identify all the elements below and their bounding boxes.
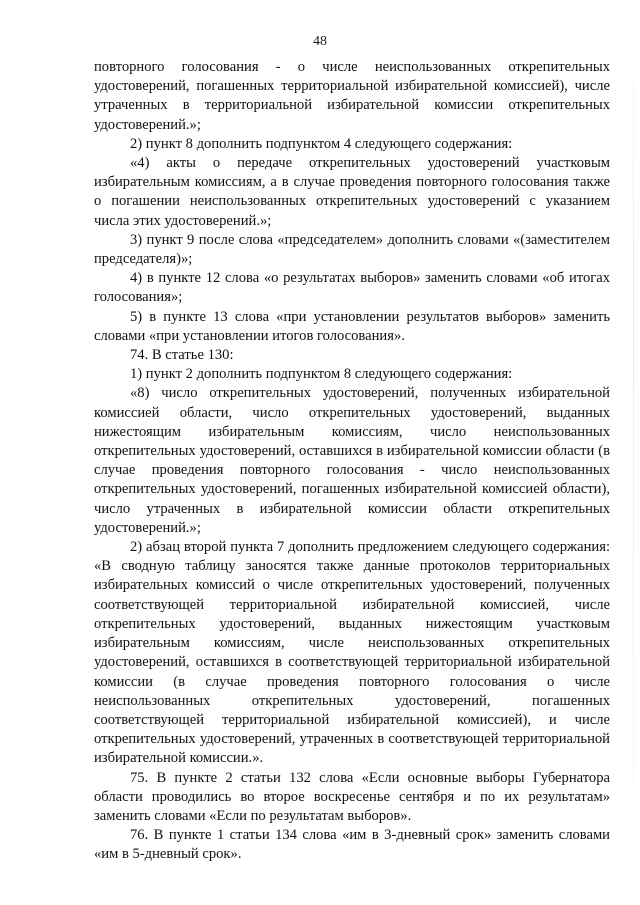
paragraph-item-2-point-7: 2) абзац второй пункта 7 дополнить предложением следующего содержания: «В сводную таблицу заносятся также данные протоколов территориальных избирательных комиссий о числе открепительных удостоверений, полученных соответствующей территориальной избирательной комиссией, числе открепительных удостоверений, выданных нижестоящим участковым избирательным комиссиям, числе неиспользованных открепительных удостоверений, оставшихся в соответствующей территориальной избирательной комиссии (в случае проведения повторного голосования о числе неиспользованных открепительных удостоверений, погашенных соответствующей территориальной избирательной комиссией), и числе открепительных удостоверений, утраченных в соответствующей территориальной избирательной комиссии.». [94,539,610,767]
paragraph-item-5-point-13: 5) в пункте 13 слова «при установлении результатов выборов» заменить словами «при установлении итогов голосования». [94,308,610,344]
paragraph-subitem-4-acts: «4) акты о передаче открепительных удостоверений участковым избирательным комиссиям, а в случае проведения повторного голосования также о погашении неиспользованных открепительных удостоверений с указанием числа этих удостоверений.»; [94,155,610,229]
paragraph-section-75: 75. В пункте 2 статьи 132 слова «Если основные выборы Губернатора области проводились во второе воскресенье сентября и по их результатам» заменить словами «Если по результатам выборов». [94,769,610,824]
paragraph-item-1-point-2: 1) пункт 2 дополнить подпунктом 8 следующего содержания: [130,366,513,383]
paragraph-item-4-point-12: 4) в пункте 12 слова «о результатах выборов» заменить словами «об итогах голосования»; [94,270,610,306]
paragraph-section-74: 74. В статье 130: [130,347,234,364]
paragraph-item-3-point-9: 3) пункт 9 после слова «председателем» дополнить словами «(заместителем председателя)»; [94,231,610,268]
paragraph-subitem-8-number: «8) число открепительных удостоверений, полученных избирательной комиссией области, число открепительных удостоверений, выданных нижестоящим избирательным комиссиям, число неиспользованных открепительных удостоверений, оставшихся в избирательной комиссии области (в случае проведения повторного голосования - число неиспользованных открепительных удостоверений, погашенных избирательной комиссией области), число утраченных в избирательной комиссии области открепительных удостоверений.»; [94,385,610,536]
paragraph-continuation: повторного голосования - о числе неиспользованных открепительных удостоверений, погашенных территориальной избирательной комиссией), числе утраченных в территориальной избирательной комиссии открепительных удостоверений.»; [94,59,610,133]
document-body [94,58,610,865]
paragraph-item-2-point-8: 2) пункт 8 дополнить подпунктом 4 следующего содержания: [130,135,513,152]
paragraph-section-76: 76. В пункте 1 статьи 134 слова «им в 3-дневный срок» заменить словами «им в 5-дневный срок». [94,827,610,863]
scan-edge-mark [633,0,634,905]
page-number: 48 [313,34,327,49]
